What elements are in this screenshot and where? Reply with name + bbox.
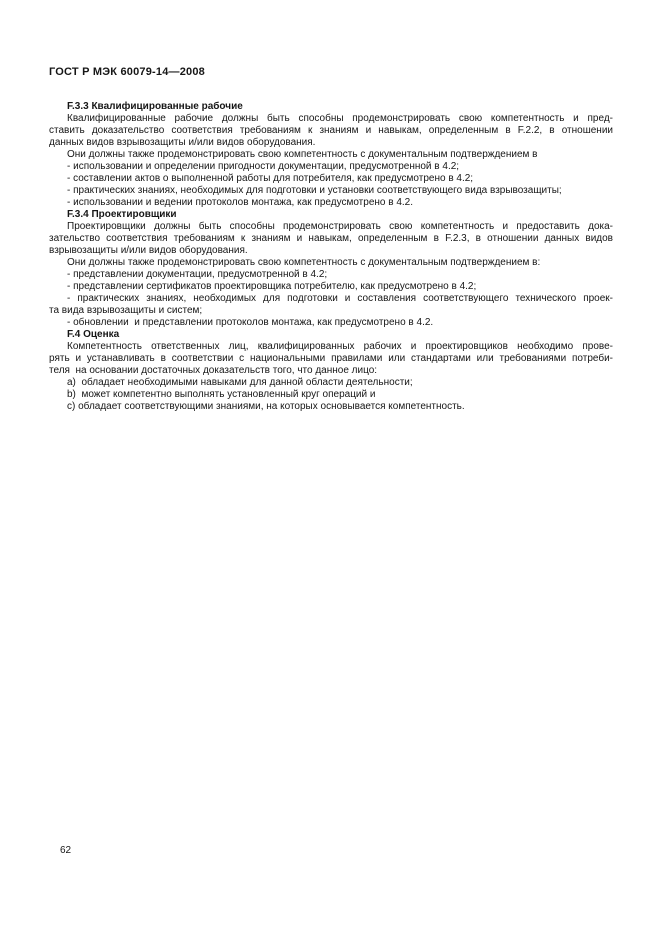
text-line: рять и устанавливать в соответствии с национальными правилами или стандартами или требованиями потреби-: [49, 353, 613, 364]
document-body: [49, 101, 613, 413]
text-line: та вида взрывозащиты и систем;: [49, 305, 203, 316]
text-line: - практических знаниях, необходимых для подготовки и установки соответствующего вида взрывозащиты;: [67, 185, 562, 196]
heading-line: F.3.4 Проектировщики: [67, 209, 177, 220]
text-line: теля на основании достаточных доказательств того, что данное лицо:: [49, 365, 378, 376]
text-line: - обновлении и представлении протоколов монтажа, как предусмотрено в 4.2.: [67, 317, 434, 328]
text-line: зательство соответствия требованиям к знаниям и навыкам, определенным в F.2.3, в отношении данных видов: [49, 233, 613, 244]
text-line: данных видов взрывозащиты и/или видов оборудования.: [49, 137, 316, 148]
text-line: Проектировщики должны быть способны продемонстрировать свою компетентность и предоставить дока-: [67, 221, 613, 232]
page-number: 62: [60, 845, 72, 856]
text-line: Они должны также продемонстрировать свою компетентность с документальным подтверждением в:: [67, 257, 541, 268]
text-line: a) обладает необходимыми навыками для данной области деятельности;: [67, 377, 413, 388]
text-line: Квалифицированные рабочие должны быть способны продемонстрировать свою компетентность и пред-: [67, 113, 613, 124]
text-line: Компетентность ответственных лиц, квалифицированных рабочих и проектировщиков необходимо прове-: [67, 341, 613, 352]
text-line: b) может компетентно выполнять установленный круг операций и: [67, 389, 376, 400]
heading-line: F.4 Оценка: [67, 329, 120, 340]
text-line: - использовании и ведении протоколов монтажа, как предусмотрено в 4.2.: [67, 197, 414, 208]
text-line: ставить доказательство соответствия требованиям к знаниям и навыкам, определенным в F.2.2, в отношении: [49, 125, 613, 136]
text-line: взрывозащиты и/или видов оборудования.: [49, 245, 248, 256]
text-line: - практических знаниях, необходимых для подготовки и составления соответствующего технического проек-: [67, 293, 613, 304]
heading-line: F.3.3 Квалифицированные рабочие: [67, 101, 243, 112]
text-line: - представлении сертификатов проектировщика потребителю, как предусмотрено в 4.2;: [67, 281, 477, 292]
text-line: - представлении документации, предусмотренной в 4.2;: [67, 269, 328, 280]
text-line: - составлении актов о выполненной работы для потребителя, как предусмотрено в 4.2;: [67, 173, 474, 184]
text-line: - использовании и определении пригодности документации, предусмотренной в 4.2;: [67, 161, 460, 172]
text-line: Они должны также продемонстрировать свою компетентность с документальным подтверждением в: [67, 149, 538, 160]
text-line: c) обладает соответствующими знаниями, на которых основывается компетентность.: [67, 401, 465, 412]
document-header-title: ГОСТ Р МЭК 60079-14—2008: [49, 66, 206, 78]
